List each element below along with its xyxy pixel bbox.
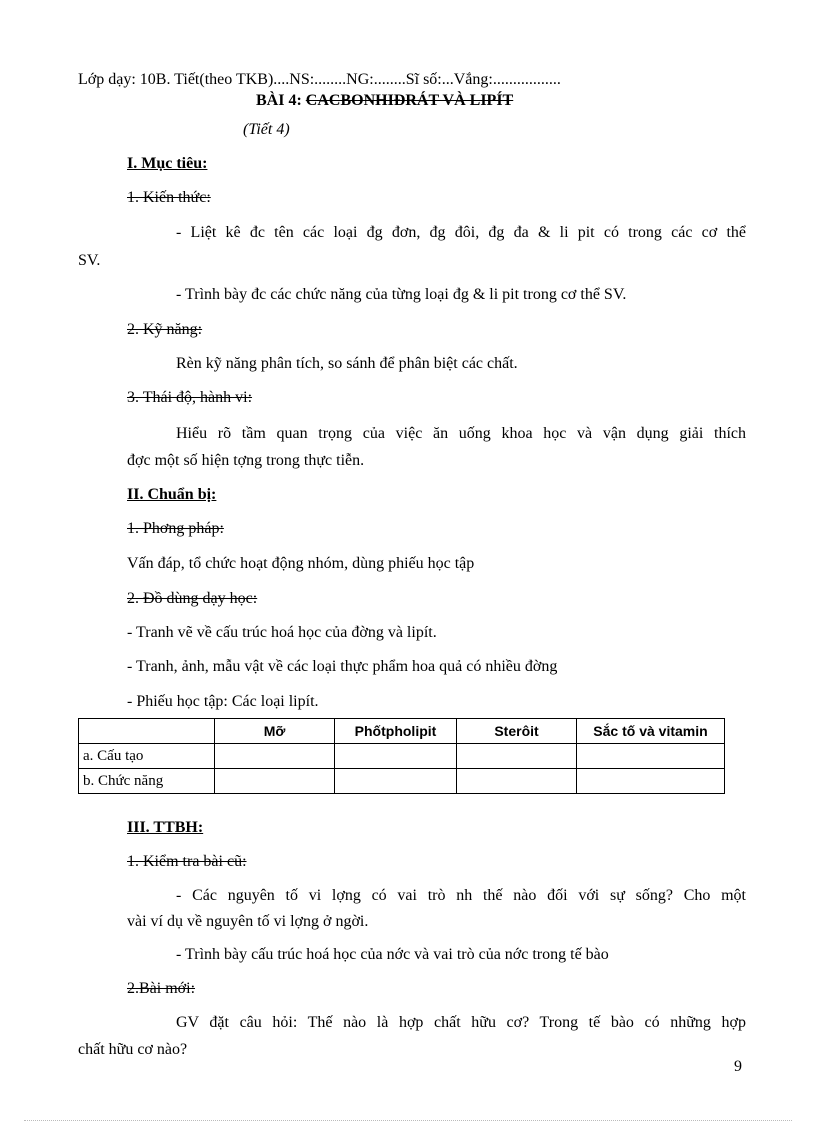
table-cell: [457, 744, 577, 769]
lipid-worksheet-table: [78, 718, 725, 794]
table-row: [79, 744, 725, 769]
table-header-cell: Phốtpholipit: [335, 719, 457, 744]
objectives-heading: I. Mục tiêu:: [127, 155, 208, 172]
knowledge-line-1-cont: SV.: [78, 252, 101, 269]
table-cell: [335, 744, 457, 769]
period-label: (Tiết 4): [243, 121, 290, 138]
question-1-line-2: vài ví dụ về nguyên tố vi lợng ở ngời.: [127, 913, 369, 930]
procedure-heading: III. TTBH:: [127, 819, 204, 836]
materials-heading: 2. Đồ dùng dạy học:: [127, 590, 258, 607]
preparation-heading: II. Chuẩn bị:: [127, 486, 217, 503]
row-label: a. Cấu tạo: [79, 744, 215, 769]
question-1-line-1: - Các nguyên tố vi lợng có vai trò nh thế nào đối với sự sống? Cho một: [176, 887, 746, 904]
lesson-prefix: BÀI 4:: [256, 92, 306, 109]
teacher-question-line-1: GV đặt câu hỏi: Thế nào là hợp chất hữu cơ? Trong tế bào có những hợp: [176, 1014, 746, 1031]
table-cell: [577, 744, 725, 769]
table-header-cell: Mỡ: [215, 719, 335, 744]
attitude-heading: 3. Thái độ, hành vi:: [127, 389, 253, 406]
row-label: b. Chức năng: [79, 769, 215, 794]
skills-heading: 2. Kỹ năng:: [127, 321, 203, 338]
check-heading: 1. Kiểm tra bài cũ:: [127, 853, 247, 870]
table-cell: [215, 769, 335, 794]
page-number: 9: [734, 1058, 742, 1075]
page-bottom-rule: [24, 1120, 792, 1121]
table-header-cell: Sterôit: [457, 719, 577, 744]
knowledge-line-2: - Trình bày đc các chức năng của từng loại đg & li pit trong cơ thể SV.: [176, 286, 627, 303]
table-cell: [577, 769, 725, 794]
teacher-question-line-2: chất hữu cơ nào?: [78, 1041, 188, 1058]
new-lesson-heading: 2.Bài mới:: [127, 980, 196, 997]
lesson-title-text: CACBONHIĐRÁT VÀ LIPÍT: [305, 92, 514, 109]
attitude-line-1: Hiểu rõ tầm quan trọng của việc ăn uống khoa học và vận dụng giải thích: [176, 425, 746, 442]
attitude-line-2: đợc một số hiện tợng trong thực tiễn.: [127, 452, 365, 469]
question-2: - Trình bày cấu trúc hoá học của nớc và vai trò của nớc trong tế bào: [176, 946, 609, 963]
method-heading: 1. Phơng pháp:: [127, 520, 224, 537]
materials-item: - Tranh vẽ về cấu trúc hoá học của đờng và lipít.: [127, 624, 437, 641]
table-cell: [215, 744, 335, 769]
knowledge-heading: 1. Kiến thức:: [127, 189, 211, 206]
table-header-cell: Sắc tố và vitamin: [577, 719, 725, 744]
table-cell: [457, 769, 577, 794]
lesson-title: [256, 91, 513, 111]
materials-item: - Tranh, ảnh, mẫu vật về các loại thực phẩm hoa quả có nhiều đờng: [127, 658, 558, 675]
class-info-line: Lớp dạy: 10B. Tiết(theo TKB)....NS:........NG:........Sĩ số:...Vắng:.................: [78, 71, 561, 88]
table-header-cell: [79, 719, 215, 744]
table-cell: [335, 769, 457, 794]
materials-item: - Phiếu học tập: Các loại lipít.: [127, 693, 319, 710]
method-text: Vấn đáp, tổ chức hoạt động nhóm, dùng phiếu học tập: [127, 555, 475, 572]
table-header-row: [79, 719, 725, 744]
table-row: [79, 769, 725, 794]
knowledge-line-1: - Liệt kê đc tên các loại đg đơn, đg đôi, đg đa & li pit có trong các cơ thể: [176, 224, 746, 241]
skills-text: Rèn kỹ năng phân tích, so sánh để phân biệt các chất.: [176, 355, 518, 372]
